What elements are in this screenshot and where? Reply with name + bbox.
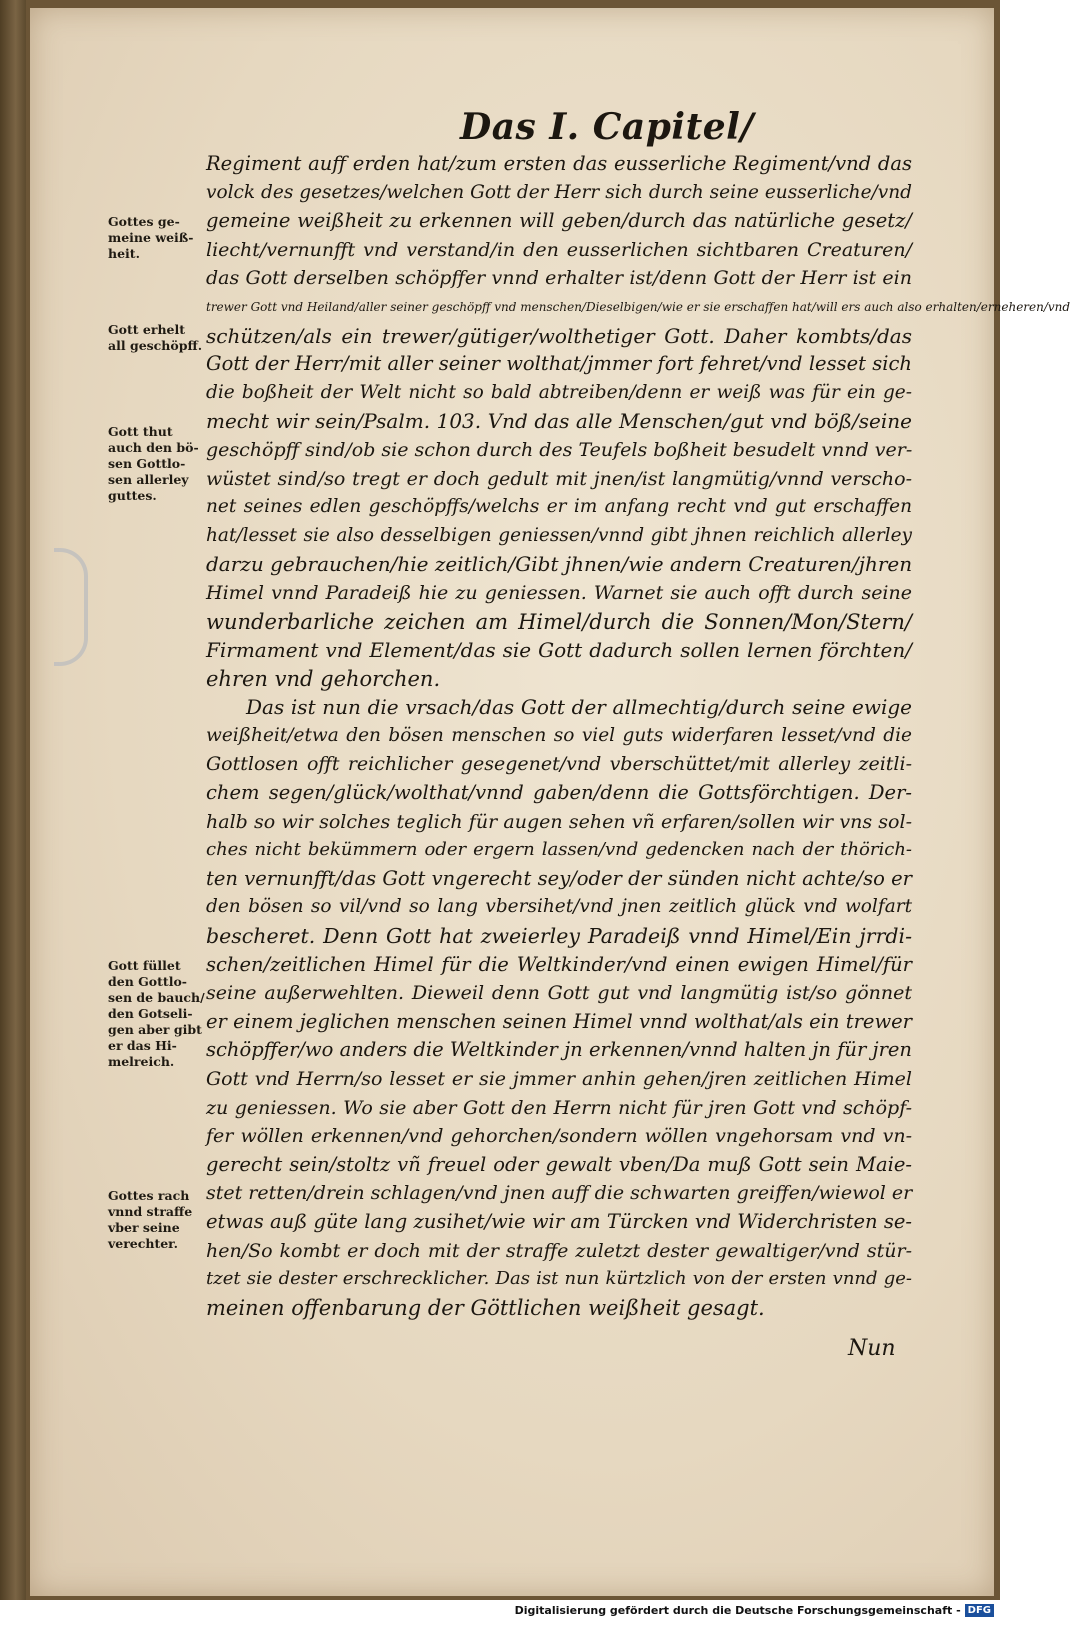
text-line: net seines edlen geschöpffs/welchs er im anfang recht vnd gut erschaffen	[206, 496, 912, 518]
text-line: Das ist nun die vrsach/das Gott der allmechtig/durch seine ewige	[246, 695, 912, 720]
text-line: Gottlosen offt reichlicher gesegenet/vnd vberschüttet/mit allerley zeitli-	[206, 753, 912, 776]
gloss-line: auch den bö-	[108, 440, 199, 455]
text-line: seine außerwehlten. Dieweil denn Gott gut vnd langmütig ist/so gönnet	[206, 982, 912, 1005]
gloss-line: Gott erhelt	[108, 322, 186, 337]
gloss-line: vnnd straffe	[108, 1204, 193, 1219]
gloss-line: den Gottlo-	[108, 974, 187, 989]
gloss-line: er das Hi-	[108, 1038, 177, 1053]
page-clip-icon	[54, 548, 88, 666]
margin-gloss-1	[108, 214, 200, 262]
text-line: schützen/als ein trewer/gütiger/wolthetiger Gott. Daher kombts/das	[206, 323, 912, 348]
text-line: den bösen so vil/vnd so lang vbersihet/vnd jnen zeitlich glück vnd wolfart	[206, 896, 912, 918]
text-line: Firmament vnd Element/das sie Gott dadurch sollen lernen förchten/	[206, 638, 912, 663]
margin-gloss-2	[108, 322, 203, 354]
text-line: schöpffer/wo anders die Weltkinder jn erkennen/vnnd halten jn für jren	[206, 1038, 912, 1062]
gloss-line: guttes.	[108, 488, 157, 503]
text-line: Gott vnd Herrn/so lesset er sie jmmer anhin gehen/jren zeitlichen Himel	[206, 1068, 912, 1090]
text-line: hen/So kombt er doch mit der straffe zuletzt dester gewaltiger/vnd stür-	[206, 1239, 912, 1262]
text-line: chem segen/glück/wolthat/vnnd gaben/denn die Gottsförchtigen. Der-	[206, 781, 912, 805]
gloss-line: Gottes rach	[108, 1188, 190, 1203]
gloss-line: vber seine	[108, 1220, 180, 1235]
text-line: geschöpff sind/ob sie schon durch des Teufels boßheit besudelt vnnd ver-	[206, 438, 913, 461]
text-line: wüstet sind/so tregt er doch gedult mit jnen/ist langmütig/vnnd verscho-	[206, 467, 912, 490]
gloss-line: sen Gottlo-	[108, 456, 186, 471]
book-spine-edge	[0, 0, 26, 1600]
dfg-logo: DFG	[965, 1604, 994, 1617]
text-line: meinen offenbarung der Göttlichen weißheit gesagt.	[206, 1295, 765, 1320]
text-line: gerecht sein/stoltz vñ freuel oder gewalt vben/Da muß Gott sein Maie-	[206, 1152, 912, 1176]
gloss-line: all geschöpff.	[108, 338, 203, 353]
gloss-line: meine weiß-	[108, 230, 194, 245]
text-line: Himel vnnd Paradeiß hie zu geniessen. Warnet sie auch offt durch seine	[206, 581, 912, 604]
text-line: mecht wir sein/Psalm. 103. Vnd das alle Menschen/gut vnd böß/seine	[206, 409, 912, 434]
gloss-line: heit.	[108, 246, 140, 261]
text-line: stet retten/drein schlagen/vnd jnen auff die schwarten greiffen/wiewol er	[206, 1182, 913, 1205]
gloss-line: Gott thut	[108, 424, 173, 439]
margin-gloss-3	[108, 424, 200, 504]
text-line: fer wöllen erkennen/vnd gehorchen/sondern wöllen vngehorsam vnd vn-	[206, 1125, 912, 1148]
margin-gloss-5	[108, 1188, 200, 1252]
text-line: schen/zeitlichen Himel für die Weltkinder/vnd einen ewigen Himel/für	[206, 952, 912, 976]
text-line: wunderbarliche zeichen am Himel/durch die Sonnen/Mon/Stern/	[206, 609, 912, 634]
text-line: liecht/vernunfft vnd verstand/in den eusserlichen sichtbaren Creaturen/	[206, 238, 912, 261]
gloss-line: verechter.	[108, 1236, 178, 1251]
chapter-title: Das I. Capitel/	[460, 106, 754, 148]
text-line: trewer Gott vnd Heiland/aller seiner geschöpff vnd menschen/Dieselbigen/wie er sie erschaffen hat/will ers auch also erhalten/erneheren/vnd	[206, 299, 1070, 314]
text-line: halb so wir solches teglich für augen sehen vñ erfaren/sollen wir vns sol-	[206, 810, 912, 833]
gloss-line: Gott füllet	[108, 958, 181, 973]
text-line: gemeine weißheit zu erkennen will geben/durch das natürliche gesetz/	[206, 209, 912, 233]
body-text	[206, 150, 1070, 1322]
text-line: Gott der Herr/mit aller seiner wolthat/jmmer fort fehret/vnd lesset sich	[206, 352, 912, 376]
gloss-line: gen aber gibt	[108, 1022, 202, 1037]
gloss-line: den Gotseli-	[108, 1006, 193, 1021]
text-line: die boßheit der Welt nicht so bald abtreiben/denn er weiß was für ein ge-	[206, 381, 912, 403]
gloss-line: melreich.	[108, 1054, 175, 1069]
text-line: ches nicht bekümmern oder ergern lassen/vnd gedencken nach der thörich-	[206, 839, 912, 861]
gloss-line: Gottes ge-	[108, 214, 180, 229]
text-line: hat/lesset sie also desselbigen geniessen/vnnd gibt jhnen reichlich allerley	[206, 524, 912, 546]
text-line: zu geniessen. Wo sie aber Gott den Herrn nicht für jren Gott vnd schöpf-	[206, 1096, 912, 1119]
footer-text: Digitalisierung gefördert durch die Deutsche Forschungsgemeinschaft -	[514, 1604, 961, 1617]
gloss-line: sen de bauch/	[108, 990, 205, 1005]
text-line: etwas auß güte lang zusihet/wie wir am Türcken vnd Widerchristen se-	[206, 1209, 912, 1233]
catchword: Nun	[848, 1336, 896, 1361]
text-line: volck des gesetzes/welchen Gott der Herr sich durch seine eusserliche/vnd	[206, 181, 912, 203]
margin-gloss-4	[108, 958, 205, 1070]
footer-credit	[515, 1604, 994, 1617]
text-line: ten vernunfft/das Gott vngerecht sey/oder der sünden nicht achte/so er	[206, 866, 912, 890]
text-line: Regiment auff erden hat/zum ersten das eusserliche Regiment/vnd das	[206, 152, 912, 175]
text-line: das Gott derselben schöpffer vnnd erhalter ist/denn Gott der Herr ist ein	[206, 267, 912, 290]
gloss-line: sen allerley	[108, 472, 189, 487]
text-line: ehren vnd gehorchen.	[206, 666, 441, 691]
text-line: bescheret. Denn Gott hat zweierley Paradeiß vnnd Himel/Ein jrrdi-	[206, 924, 912, 949]
text-line: darzu gebrauchen/hie zeitlich/Gibt jhnen/wie andern Creaturen/jhren	[206, 552, 913, 577]
text-line: weißheit/etwa den bösen menschen so viel guts widerfaren lesset/vnd die	[206, 724, 912, 746]
text-line: er einem jeglichen menschen seinen Himel vnnd wolthat/als ein trewer	[206, 1009, 912, 1033]
text-line: tzet sie dester erschrecklicher. Das ist nun kürtzlich von der ersten vnnd ge-	[206, 1268, 912, 1290]
